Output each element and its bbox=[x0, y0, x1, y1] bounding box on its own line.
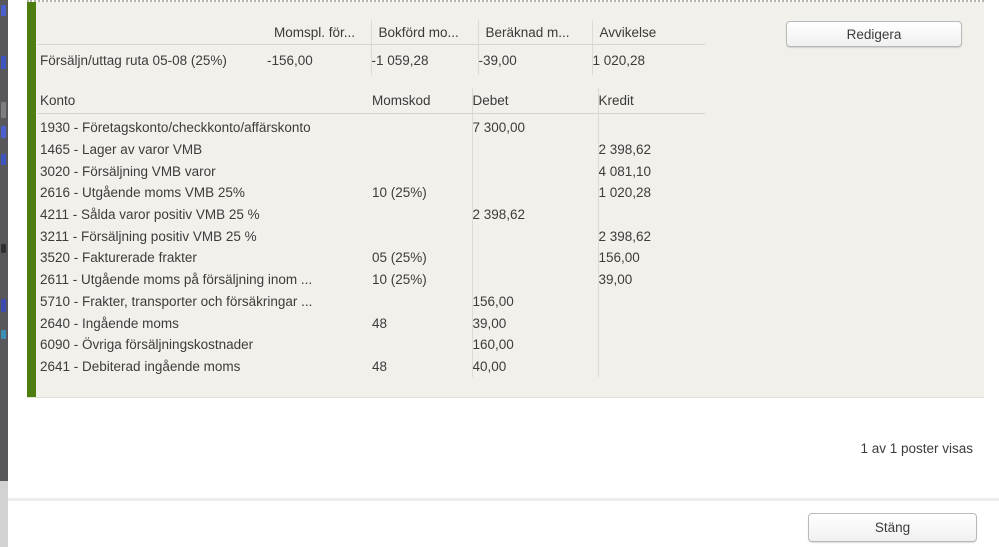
kredit-cell bbox=[598, 312, 705, 334]
account-row[interactable] bbox=[38, 269, 705, 291]
vat-summary-table bbox=[38, 20, 705, 75]
account-row[interactable] bbox=[38, 139, 705, 161]
debet-cell bbox=[472, 139, 598, 161]
account-row[interactable] bbox=[38, 225, 705, 247]
account-name-cell: 2616 - Utgående moms VMB 25% bbox=[40, 185, 245, 201]
momskod-cell bbox=[372, 204, 472, 226]
records-count-text: 1 av 1 poster visas bbox=[860, 441, 973, 456]
account-name-cell: 3211 - Försäljning positiv VMB 25 % bbox=[40, 228, 257, 244]
account-row[interactable] bbox=[38, 356, 705, 378]
summary-row-label: Försäljn/uttag ruta 05-08 (25%) bbox=[40, 52, 227, 68]
background-fragment bbox=[1, 126, 6, 138]
account-name-cell: 1930 - Företagskonto/checkkonto/affärskonto bbox=[40, 120, 311, 136]
account-row[interactable] bbox=[38, 312, 705, 334]
kredit-cell bbox=[598, 291, 705, 313]
account-name-cell: 2641 - Debiterad ingående moms bbox=[40, 358, 241, 374]
debet-cell bbox=[472, 160, 598, 182]
momskod-cell: 48 bbox=[372, 358, 388, 374]
background-fragment bbox=[1, 244, 6, 253]
debet-cell bbox=[472, 247, 598, 269]
account-name-cell: 3520 - Fakturerade frakter bbox=[40, 250, 197, 266]
momskod-cell bbox=[372, 334, 472, 356]
kredit-cell bbox=[598, 334, 705, 356]
beraknad-value-cell: -39,00 bbox=[478, 45, 592, 76]
summary-header-momspl: Momspl. för... bbox=[267, 20, 371, 45]
kredit-cell: 156,00 bbox=[598, 247, 705, 269]
account-row[interactable] bbox=[38, 114, 705, 139]
accounts-header-kredit: Kredit bbox=[598, 88, 705, 114]
background-fragment bbox=[1, 154, 6, 165]
close-button[interactable]: Stäng bbox=[808, 513, 977, 542]
kredit-cell bbox=[598, 204, 705, 226]
momskod-cell bbox=[372, 225, 472, 247]
momskod-cell: 05 (25%) bbox=[372, 250, 427, 266]
vat-details-panel bbox=[27, 2, 984, 398]
debet-cell: 39,00 bbox=[472, 312, 598, 334]
summary-header-bokford: Bokförd mo... bbox=[371, 20, 478, 45]
kredit-cell bbox=[598, 114, 705, 139]
debet-cell bbox=[472, 269, 598, 291]
status-accent-bar bbox=[27, 2, 36, 397]
kredit-cell: 2 398,62 bbox=[598, 225, 705, 247]
accounts-header-konto: Konto bbox=[38, 88, 372, 114]
panel-top-dotted-border bbox=[27, 0, 984, 2]
edit-button[interactable]: Redigera bbox=[786, 21, 962, 47]
summary-header-avvikelse: Avvikelse bbox=[592, 20, 705, 45]
account-name-cell: 3020 - Försäljning VMB varor bbox=[40, 163, 216, 179]
background-fragment bbox=[1, 56, 6, 69]
background-page-edge bbox=[0, 0, 8, 547]
background-fragment bbox=[1, 330, 6, 339]
bokford-value-cell: -1 059,28 bbox=[371, 45, 478, 76]
account-row[interactable] bbox=[38, 291, 705, 313]
momskod-cell: 48 bbox=[372, 315, 388, 331]
avvikelse-value-cell: 1 020,28 bbox=[592, 45, 705, 76]
account-row[interactable] bbox=[38, 204, 705, 226]
background-fragment bbox=[0, 481, 8, 547]
account-name-cell: 6090 - Övriga försäljningskostnader bbox=[40, 337, 254, 353]
momskod-cell bbox=[372, 139, 472, 161]
kredit-cell bbox=[598, 356, 705, 378]
account-row[interactable] bbox=[38, 247, 705, 269]
account-row[interactable] bbox=[38, 160, 705, 182]
summary-header-beraknad: Beräknad m... bbox=[478, 20, 592, 45]
summary-header-spacer bbox=[38, 20, 267, 45]
account-row[interactable] bbox=[38, 334, 705, 356]
summary-header-row bbox=[38, 20, 705, 45]
account-name-cell: 2640 - Ingående moms bbox=[40, 315, 179, 331]
debet-cell bbox=[472, 225, 598, 247]
debet-cell: 156,00 bbox=[472, 291, 598, 313]
footer-divider bbox=[8, 498, 999, 501]
summary-row[interactable] bbox=[38, 45, 705, 76]
account-name-cell: 4211 - Sålda varor positiv VMB 25 % bbox=[40, 207, 260, 223]
momskod-cell bbox=[372, 160, 472, 182]
momskod-cell bbox=[372, 291, 472, 313]
account-row[interactable] bbox=[38, 182, 705, 204]
momspl-value-cell: -156,00 bbox=[267, 52, 313, 68]
account-name-cell: 1465 - Lager av varor VMB bbox=[40, 142, 203, 158]
kredit-cell: 1 020,28 bbox=[598, 182, 705, 204]
account-name-cell: 2611 - Utgående moms på försäljning inom ... bbox=[40, 272, 313, 288]
momskod-cell: 10 (25%) bbox=[372, 272, 427, 288]
background-fragment bbox=[1, 299, 6, 312]
account-name-cell: 5710 - Frakter, transporter och försäkringar ... bbox=[40, 293, 313, 309]
accounts-header-row bbox=[38, 88, 705, 114]
accounts-header-debet: Debet bbox=[472, 88, 598, 114]
accounts-header-momskod: Momskod bbox=[372, 88, 472, 114]
background-fragment bbox=[1, 102, 6, 118]
debet-cell: 40,00 bbox=[472, 356, 598, 378]
accounts-table bbox=[38, 88, 705, 377]
momskod-cell: 10 (25%) bbox=[372, 185, 427, 201]
debet-cell: 160,00 bbox=[472, 334, 598, 356]
debet-cell bbox=[472, 182, 598, 204]
momskod-cell bbox=[372, 114, 472, 139]
debet-cell: 2 398,62 bbox=[472, 204, 598, 226]
background-fragment bbox=[1, 5, 6, 16]
kredit-cell: 39,00 bbox=[598, 269, 705, 291]
debet-cell: 7 300,00 bbox=[472, 114, 598, 139]
kredit-cell: 2 398,62 bbox=[598, 139, 705, 161]
kredit-cell: 4 081,10 bbox=[598, 160, 705, 182]
